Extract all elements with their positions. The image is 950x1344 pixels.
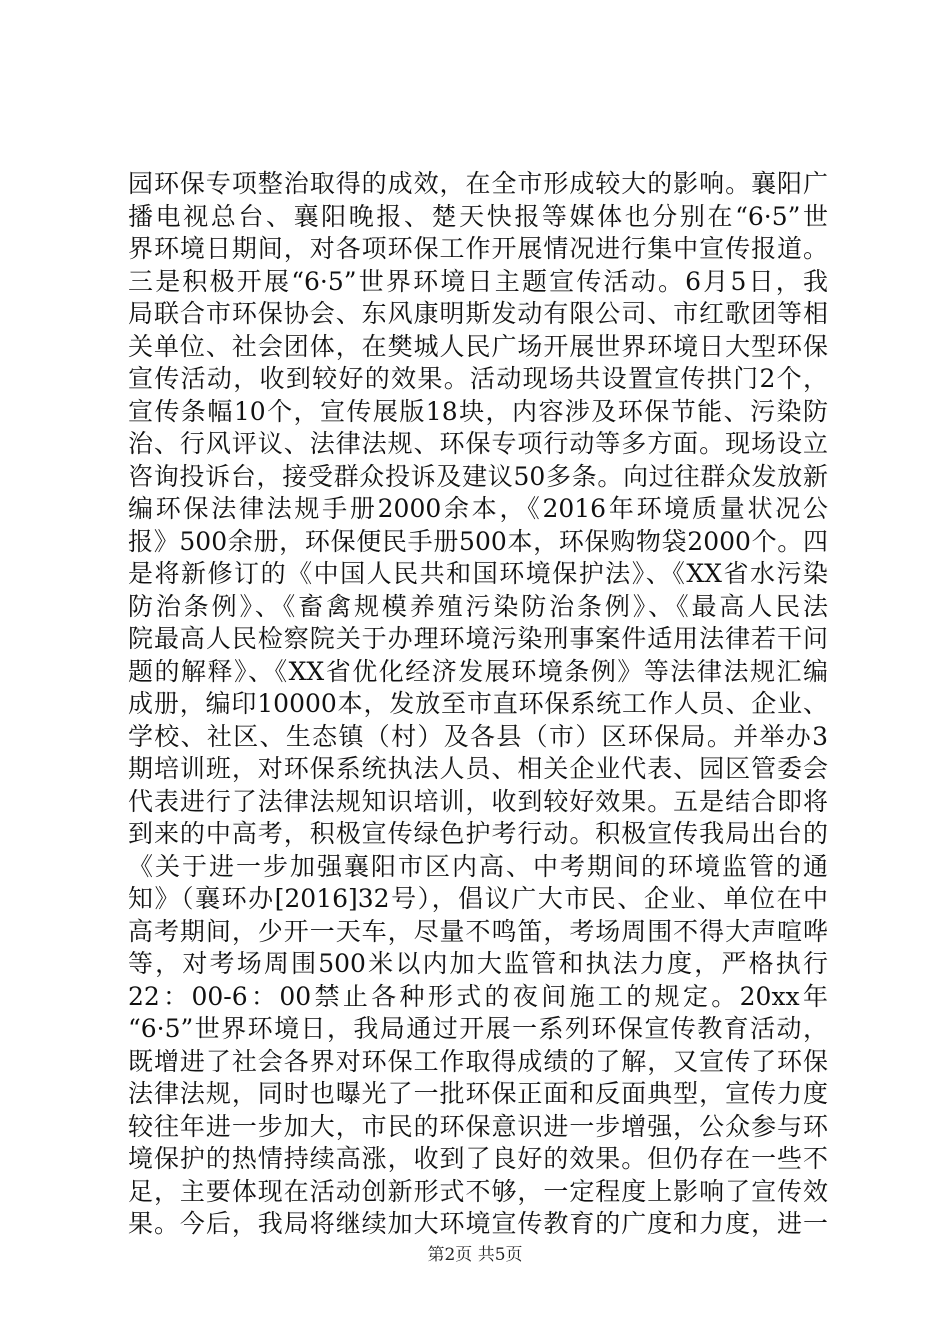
text-line: 院最高人民检察院关于办理环境污染刑事案件适用法律若干问 — [128, 624, 828, 653]
text-line: 局联合市环保协会、东风康明斯发动有限公司、市红歌团等相 — [128, 299, 828, 328]
text-line: 播电视总台、襄阳晚报、楚天快报等媒体也分别在“6·5”世 — [128, 201, 828, 231]
page-footer: 第2页 共5页 — [427, 1245, 523, 1265]
text-line: 编环保法律法规手册2000余本，《2016年环境质量状况公 — [128, 494, 828, 523]
text-line: 关单位、社会团体，在樊城人民广场开展世界环境日大型环保 — [128, 331, 828, 361]
text-line: 报》500余册，环保便民手册500本，环保购物袋2000个。四 — [128, 526, 828, 556]
text-line: 等，对考场周围500米以内加大监管和执法力度，严格执行 — [128, 949, 828, 978]
text-line: 成册，编印10000本，发放至市直环保系统工作人员、企业、 — [128, 689, 828, 718]
text-line: 高考期间，少开一天车，尽量不鸣笛，考场周围不得大声喧哗 — [128, 916, 828, 946]
text-line: 是将新修订的《中国人民共和国环境保护法》、《XX省水污染 — [128, 559, 828, 588]
text-line: 宣传活动，收到较好的效果。活动现场共设置宣传拱门2个， — [128, 364, 828, 393]
text-line: 学校、社区、生态镇（村）及各县（市）区环保局。并举办3 — [128, 721, 828, 751]
text-line: 较往年进一步加大，市民的环保意识进一步增强，公众参与环 — [128, 1111, 828, 1141]
text-line: “6·5”世界环境日，我局通过开展一系列环保宣传教育活动， — [128, 1014, 828, 1043]
text-line: 宣传条幅10个，宣传展版18块，内容涉及环保节能、污染防 — [128, 396, 828, 426]
text-line: 到来的中高考，积极宣传绿色护考行动。积极宣传我局出台的 — [128, 819, 828, 848]
text-line: 境保护的热情持续高涨，收到了良好的效果。但仍存在一些不 — [128, 1144, 828, 1173]
text-line: 三是积极开展“6·5”世界环境日主题宣传活动。6月5日，我 — [128, 266, 828, 296]
text-line: 咨询投诉台，接受群众投诉及建议50多条。向过往群众发放新 — [128, 461, 828, 491]
body-text — [128, 168, 828, 1241]
text-line: 既增进了社会各界对环保工作取得成绩的了解，又宣传了环保 — [128, 1046, 828, 1076]
text-line: 法律法规，同时也曝光了一批环保正面和反面典型，宣传力度 — [128, 1079, 828, 1108]
text-line: 代表进行了法律法规知识培训，收到较好效果。五是结合即将 — [128, 786, 828, 816]
text-line: 足，主要体现在活动创新形式不够，一定程度上影响了宣传效 — [128, 1176, 828, 1206]
text-line: 园环保专项整治取得的成效，在全市形成较大的影响。襄阳广 — [128, 169, 828, 198]
text-line: 知》（襄环办[2016]32号），倡议广大市民、企业、单位在中 — [128, 884, 828, 913]
text-line: 期培训班，对环保系统执法人员、相关企业代表、园区管委会 — [128, 754, 828, 783]
text-line: 题的解释》、《XX省优化经济发展环境条例》等法律法规汇编 — [128, 656, 828, 686]
text-line: 防治条例》、《畜禽规模养殖污染防治条例》、《最高人民法 — [128, 591, 828, 621]
text-line: 《关于进一步加强襄阳市区内高、中考期间的环境监管的通 — [128, 851, 828, 881]
text-line: 22：00-6：00禁止各种形式的夜间施工的规定。20xx年 — [128, 981, 828, 1011]
text-line: 果。今后，我局将继续加大环境宣传教育的广度和力度，进一 — [128, 1209, 828, 1238]
text-line: 界环境日期间，对各项环保工作开展情况进行集中宣传报道。 — [128, 234, 828, 263]
text-line: 治、行风评议、法律法规、环保专项行动等多方面。现场设立 — [128, 429, 828, 458]
